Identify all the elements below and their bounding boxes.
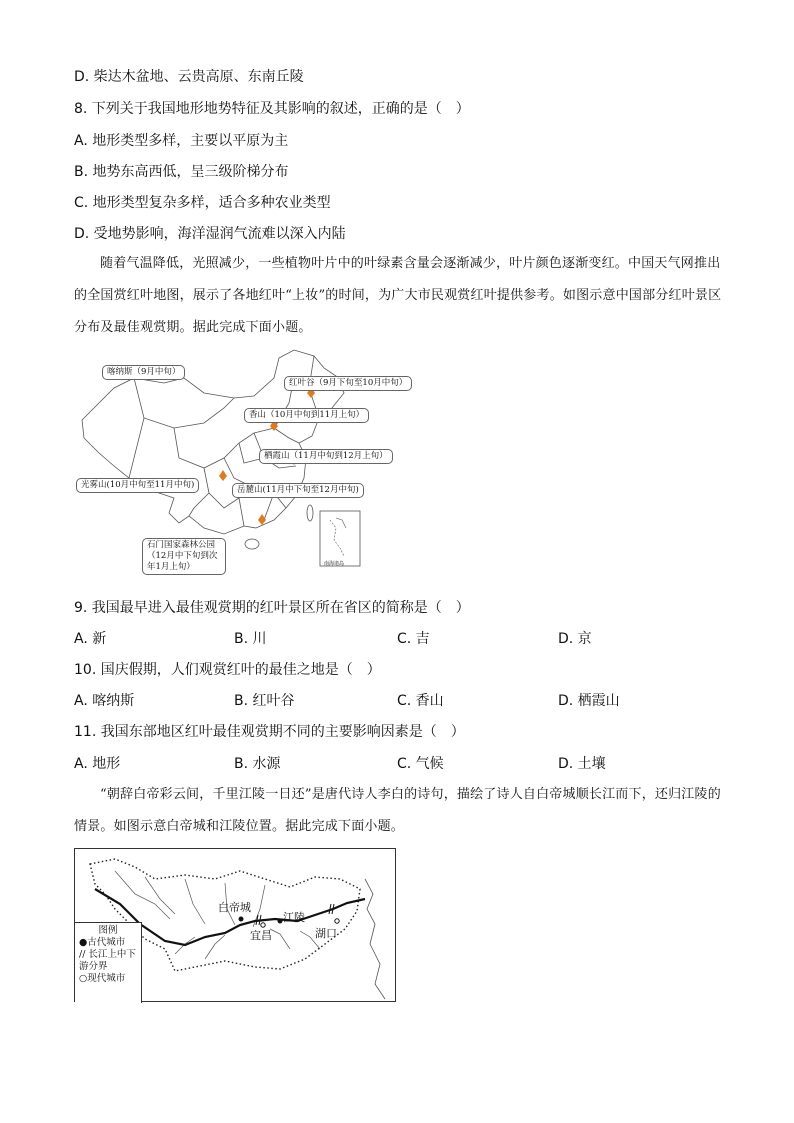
ancient-city-icon: ● bbox=[79, 937, 88, 948]
q8-option-a: A. 地形类型多样，主要以平原为主 bbox=[74, 133, 289, 149]
hukou-dot bbox=[335, 919, 339, 923]
q10-stem: 10. 国庆假期，人们观赏红叶的最佳之地是（ ） bbox=[74, 662, 381, 678]
label-yichang: 宜昌 bbox=[250, 929, 272, 942]
q8-option-d: D. 受地势影响，海洋湿润气流难以深入内陆 bbox=[74, 226, 346, 242]
callout-shimen: 石门国家森林公园（12月中下旬到次年1月上旬） bbox=[142, 538, 226, 575]
passage-baidi: “朝辞白帝彩云间，千里江陵一日还”是唐代诗人李白的诗句，描绘了诗人自白帝城顺长江而下，还归江陵的情景。如图示意白帝城和江陵位置。据此完成下面小题。 bbox=[74, 787, 721, 834]
jiangling-dot bbox=[278, 919, 283, 924]
q11-option-c: C. 气候 bbox=[397, 756, 444, 772]
q10-options bbox=[74, 692, 734, 710]
passage-red-leaves: 随着气温降低，光照减少，一些植物叶片中的叶绿素含量会逐渐减少，叶片颜色逐渐变红。中国天气网推出的全国赏红叶地图，展示了各地红叶“上妆”的时间，为广大市民观赏红叶提供参考。如图示意中国部分红叶景区分布及最佳观赏期。据此完成下面小题。 bbox=[74, 256, 722, 335]
q9-option-d: D. 京 bbox=[558, 631, 592, 647]
q9-stem: 9. 我国最早进入最佳观赏期的红叶景区所在省区的简称是（ ） bbox=[74, 600, 470, 616]
q10-option-c: C. 香山 bbox=[397, 693, 444, 709]
q11-option-b: B. 水源 bbox=[234, 756, 281, 772]
modern-city-icon: ○ bbox=[79, 973, 88, 984]
q7-option-d: D. 柴达木盆地、云贵高原、东南丘陵 bbox=[74, 69, 304, 85]
q10-option-b: B. 红叶谷 bbox=[234, 693, 295, 709]
callout-xiangshan: 香山（10月中旬到11月上旬） bbox=[244, 408, 369, 423]
callout-qixiashan: 栖霞山（11月中旬到12月上旬） bbox=[259, 449, 393, 464]
q9-option-c: C. 吉 bbox=[397, 631, 430, 647]
q11-options bbox=[74, 755, 734, 773]
inset-label: 南海诸岛 bbox=[324, 561, 345, 567]
q9-option-a: A. 新 bbox=[74, 631, 107, 647]
q8-option-b: B. 地势东高西低，呈三级阶梯分布 bbox=[74, 164, 289, 180]
leaf-icon bbox=[258, 514, 266, 525]
legend-title: 图例 bbox=[98, 925, 118, 936]
boundary-icon: // bbox=[79, 949, 89, 960]
map2-legend bbox=[75, 922, 142, 1003]
baidicheng-dot bbox=[239, 917, 244, 922]
q10-option-a: A. 喀纳斯 bbox=[74, 693, 135, 709]
q9-options bbox=[74, 630, 734, 648]
q9-option-b: B. 川 bbox=[234, 631, 267, 647]
callout-kanas: 喀纳斯（9月中旬） bbox=[102, 365, 185, 380]
callout-guangwushan: 光雾山(10月中旬至11月中旬) bbox=[76, 478, 199, 493]
label-baidicheng: 白帝城 bbox=[218, 901, 251, 914]
q8-option-c: C. 地形类型复杂多样，适合多种农业类型 bbox=[74, 195, 331, 211]
q11-option-a: A. 地形 bbox=[74, 756, 121, 772]
q11-option-d: D. 土壤 bbox=[558, 756, 606, 772]
label-jiangling: 江陵 bbox=[283, 911, 305, 924]
red-leaf-map bbox=[74, 348, 408, 584]
q8-stem: 8. 下列关于我国地形地势特征及其影响的叙述，正确的是（ ） bbox=[74, 101, 470, 117]
legend-item-ancient-city: ●古代城市 bbox=[79, 937, 126, 948]
callout-hongyegu: 红叶谷（9月下旬至10月中旬） bbox=[284, 376, 412, 391]
leaf-icon bbox=[219, 470, 227, 481]
label-hukou: 湖口 bbox=[315, 927, 337, 940]
q11-stem: 11. 我国东部地区红叶最佳观赏期不同的主要影响因素是（ ） bbox=[74, 724, 465, 740]
yangtze-map bbox=[74, 848, 396, 1002]
callout-yuelushan: 岳麓山(11月中下旬至12月中旬) bbox=[232, 483, 364, 498]
legend-item-boundary: // 长江上中下游分界 bbox=[79, 949, 136, 972]
q10-option-d: D. 栖霞山 bbox=[558, 693, 620, 709]
legend-item-modern-city: ○现代城市 bbox=[79, 973, 126, 984]
